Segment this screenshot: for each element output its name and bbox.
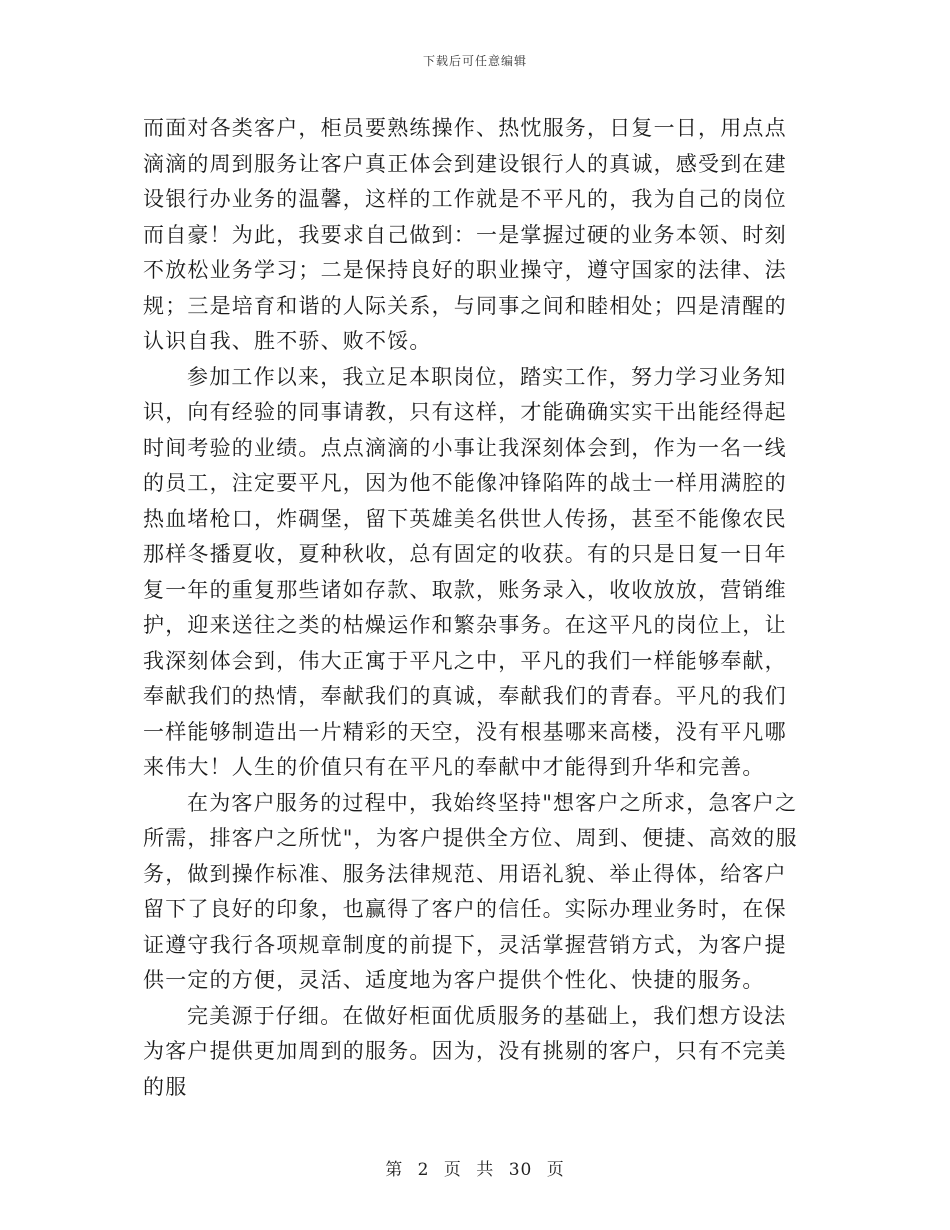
- footer-suffix: 页: [546, 1160, 565, 1180]
- paragraph-4: 完美源于仔细。在做好柜面优质服务的基础上，我们想方设法为客户提供更加周到的服务。因为，没有挑剔的客户，只有不完美的服: [143, 1003, 787, 1099]
- paragraph-1: 而面对各类客户，柜员要熟练操作、热忱服务，日复一日，用点点滴滴的周到服务让客户真正体会到建设银行人的真诚，感受到在建设银行办业务的温馨，这样的工作就是不平凡的，我为自己的岗位而自豪！为此，我要求自己做到：一是掌握过硬的业务本领、时刻不放松业务学习；二是保持良好的职业操守，遵守国家的法律、法规；三是培育和谐的人际关系，与同事之间和睦相处；四是清醒的认识自我、胜不骄、败不馁。: [143, 116, 787, 353]
- footer-total-pages: 30: [508, 1160, 533, 1180]
- page-header-note: 下载后可任意编辑: [422, 54, 527, 68]
- paragraph-3: 在为客户服务的过程中，我始终坚持"想客户之所求，急客户之所需，排客户之所忧"，为客户提供全方位、周到、便捷、高效的服务，做到操作标准、服务法律规范、用语礼貌、举止得体，给客户留下了良好的印象，也赢得了客户的信任。实际办理业务时，在保证遵守我行各项规章制度的前提下，灵活掌握营销方式，为客户提供一定的方便，灵活、适度地为客户提供个性化、快捷的服务。: [143, 790, 798, 992]
- footer-page-label: 页: [443, 1160, 462, 1180]
- paragraph-2: 参加工作以来，我立足本职岗位，踏实工作，努力学习业务知识，向有经验的同事请教，只有这样，才能确确实实干出能经得起时间考验的业绩。点点滴滴的小事让我深刻体会到，作为一名一线的员工，注定要平凡，因为他不能像冲锋陷阵的战士一样用满腔的热血堵枪口，炸碉堡，留下英雄美名供世人传扬，甚至不能像农民那样冬播夏收，夏种秋收，总有固定的收获。有的只是日复一日年复一年的重复那些诸如存款、取款，账务录入，收收放放，营销维护，迎来送往之类的枯燥运作和繁杂事务。在这平凡的岗位上，让我深刻体会到，伟大正寓于平凡之中，平凡的我们一样能够奉献，奉献我们的热情，奉献我们的真诚，奉献我们的青春。平凡的我们一样能够制造出一片精彩的天空，没有根基哪来高楼，没有平凡哪来伟大！人生的价值只有在平凡的奉献中才能得到升华和完善。: [143, 364, 787, 779]
- footer-prefix: 第: [385, 1160, 404, 1180]
- document-body: [143, 111, 803, 1105]
- footer-current-page: 2: [417, 1160, 430, 1180]
- footer-total-label: 共: [476, 1160, 495, 1180]
- page-footer: [0, 1155, 950, 1180]
